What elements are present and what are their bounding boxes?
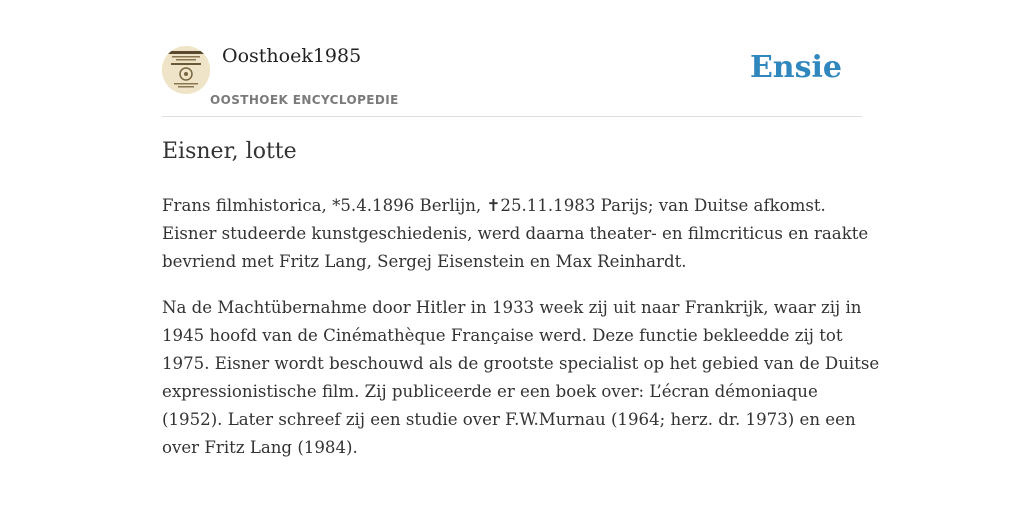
- encyclopedia-title-page-icon: [162, 46, 210, 94]
- article-paragraph: Na de Machtübernahme door Hitler in 1933 week zij uit naar Frankrijk, waar zij in 1945 hoofd van de Cinémathèque Française werd. Deze functie bekleedde zij tot 1975. Eisner wordt beschouwd als de grootste specialist op het gebied van de Duitse expressionistische film. Zij publiceerde er een boek over: L’écran démoniaque (1952). Later schreef zij een studie over F.W.Murnau (1964; herz. dr. 1973) en een over Fritz Lang (1984).: [162, 298, 880, 457]
- username-link[interactable]: Oosthoek1985: [222, 45, 362, 67]
- brand-logo-link[interactable]: Ensie: [749, 50, 842, 85]
- article-body: [162, 192, 882, 480]
- header: [162, 44, 862, 117]
- article-title: Eisner, lotte: [162, 139, 297, 164]
- article-paragraph: Frans filmhistorica, *5.4.1896 Berlijn, ✝25.11.1983 Parijs; van Duitse afkomst. Eisner studeerde kunstgeschiedenis, werd daarna theater- en filmcriticus en raakte bevriend met Fritz Lang, Sergej Eisenstein en Max Reinhardt.: [162, 196, 869, 271]
- avatar[interactable]: [162, 46, 210, 94]
- source-label: OOSTHOEK ENCYCLOPEDIE: [210, 93, 399, 107]
